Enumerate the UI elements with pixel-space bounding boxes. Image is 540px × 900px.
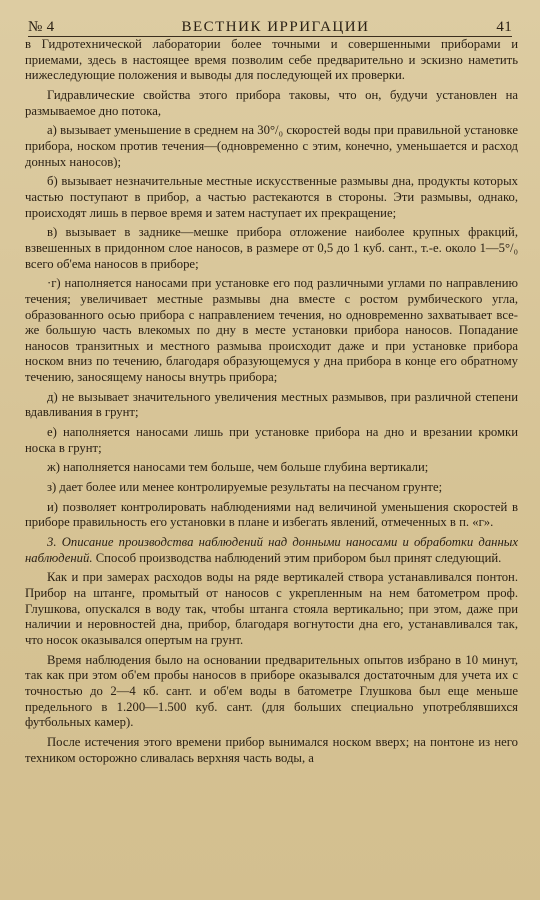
paragraph-pontoon: Как и при замерах расходов воды на ряде вертикалей створа устанавливался понтон. Прибор на штанге, промытый от наносов с укрепленным на нем батометром проф. Глушкова, опускался в воду так, чтобы штанга стояла вертикально; при этом, даже при наличии и неровностей дна, прибор, благодаря вогнутости дна его, устанавливался так, что носок оказывался опертым на грунт.	[25, 570, 518, 647]
page-number: 41	[496, 19, 512, 35]
paragraph-intro: в Гидротехнической лаборатории более точными и совершенными приборами и приемами, здесь в настоящее время позволим себе предварительно и эскизно наметить нижеследующие положения и выводы для последующей их проверки.	[25, 37, 518, 83]
running-header	[28, 8, 512, 37]
paragraph-observation-time: Время наблюдения было на основании предварительных опытов избрано в 10 минут, так как при этом об'ем пробы наносов в приборе оказывался достаточным для учета их с точностью до 2—4 кб. сант. и об'ем воды в батометре Глушкова был еще меньше предельного в 1.200—1.500 куб. сант. (для больших специально употреблявшихся футбольных камер).	[25, 652, 518, 730]
paragraph-after: После истечения этого времени прибор вынимался носком вверх; на понтоне из него техником осторожно сливалась верхняя часть воды, а	[25, 734, 518, 765]
list-item-z: з) дает более или менее контролируемые результаты на песчаном грунте;	[47, 480, 443, 495]
issue-number: № 4	[28, 19, 55, 35]
list-item-e: е) наполняется наносами лишь при установке прибора на дно и врезании кромки носка в грунт;	[25, 425, 518, 455]
paragraph-properties: Гидравлические свойства этого прибора таковы, что он, будучи установлен на размываемое дно потока,	[25, 87, 518, 118]
list-item-zh: ж) наполняется наносами тем больше, чем больше глубина вертикали;	[47, 460, 429, 475]
list-item-g: ·г) наполняется наносами при установке его под различными углами по направлению течения; увеличивает местные размывы дна вместе с ростом румбического угла, образованного осью прибора с направлением течения, но одновременно захватывает все-же большую часть влекомых по дну в месте установки прибора наносов. Попадание наносов транзитных и местного размыва происходит даже и при установке прибора носком вниз по течению, благодаря образующемуся у дна прибора в конце его обратному течению, заносящему наносы внутрь прибора;	[25, 276, 518, 385]
body-text	[25, 37, 518, 770]
list-item-b: б) вызывает незначительные местные искусственные размывы дна, продукты которых частью поступают в прибор, а частью растекаются в стороны. Эти размывы, однако, происходят лишь в первое время и затем наступает их прекращение;	[25, 174, 518, 220]
list-item-i: и) позволяет контролировать наблюдениями над величиной уменьшения скоростей в приборе правильность его установки в плане и избегать явлений, отмеченных в п. «г».	[25, 499, 518, 530]
section-3-paragraph	[25, 535, 518, 566]
list-item-v: в) вызывает в заднике—мешке прибора отложение наиболее крупных фракций, взвешенных в придонном слое наносов, в размере от 0,5 до 1 куб. сант., т.-е. около 1—5°/₀ всего об'ема наносов в приборе;	[25, 225, 518, 271]
section-lead: Способ производства наблюдений этим прибором был принят следующий.	[92, 550, 502, 565]
journal-title: ВЕСТНИК ИРРИГАЦИИ	[181, 19, 370, 35]
section-heading: 3. Описание производства наблюдений над донными наносами и обработки данных наблюдений.	[25, 535, 518, 565]
list-item-d: д) не вызывает значительного увеличения местных размывов, при различной степени вдавливания в грунт;	[25, 389, 518, 420]
list-item-a: а) вызывает уменьшение в среднем на 30°/₀ скоростей воды при правильной установке прибора, носком против течения—(одновременно с этим, конечно, уменьшается и расход донных наносов);	[25, 123, 518, 169]
